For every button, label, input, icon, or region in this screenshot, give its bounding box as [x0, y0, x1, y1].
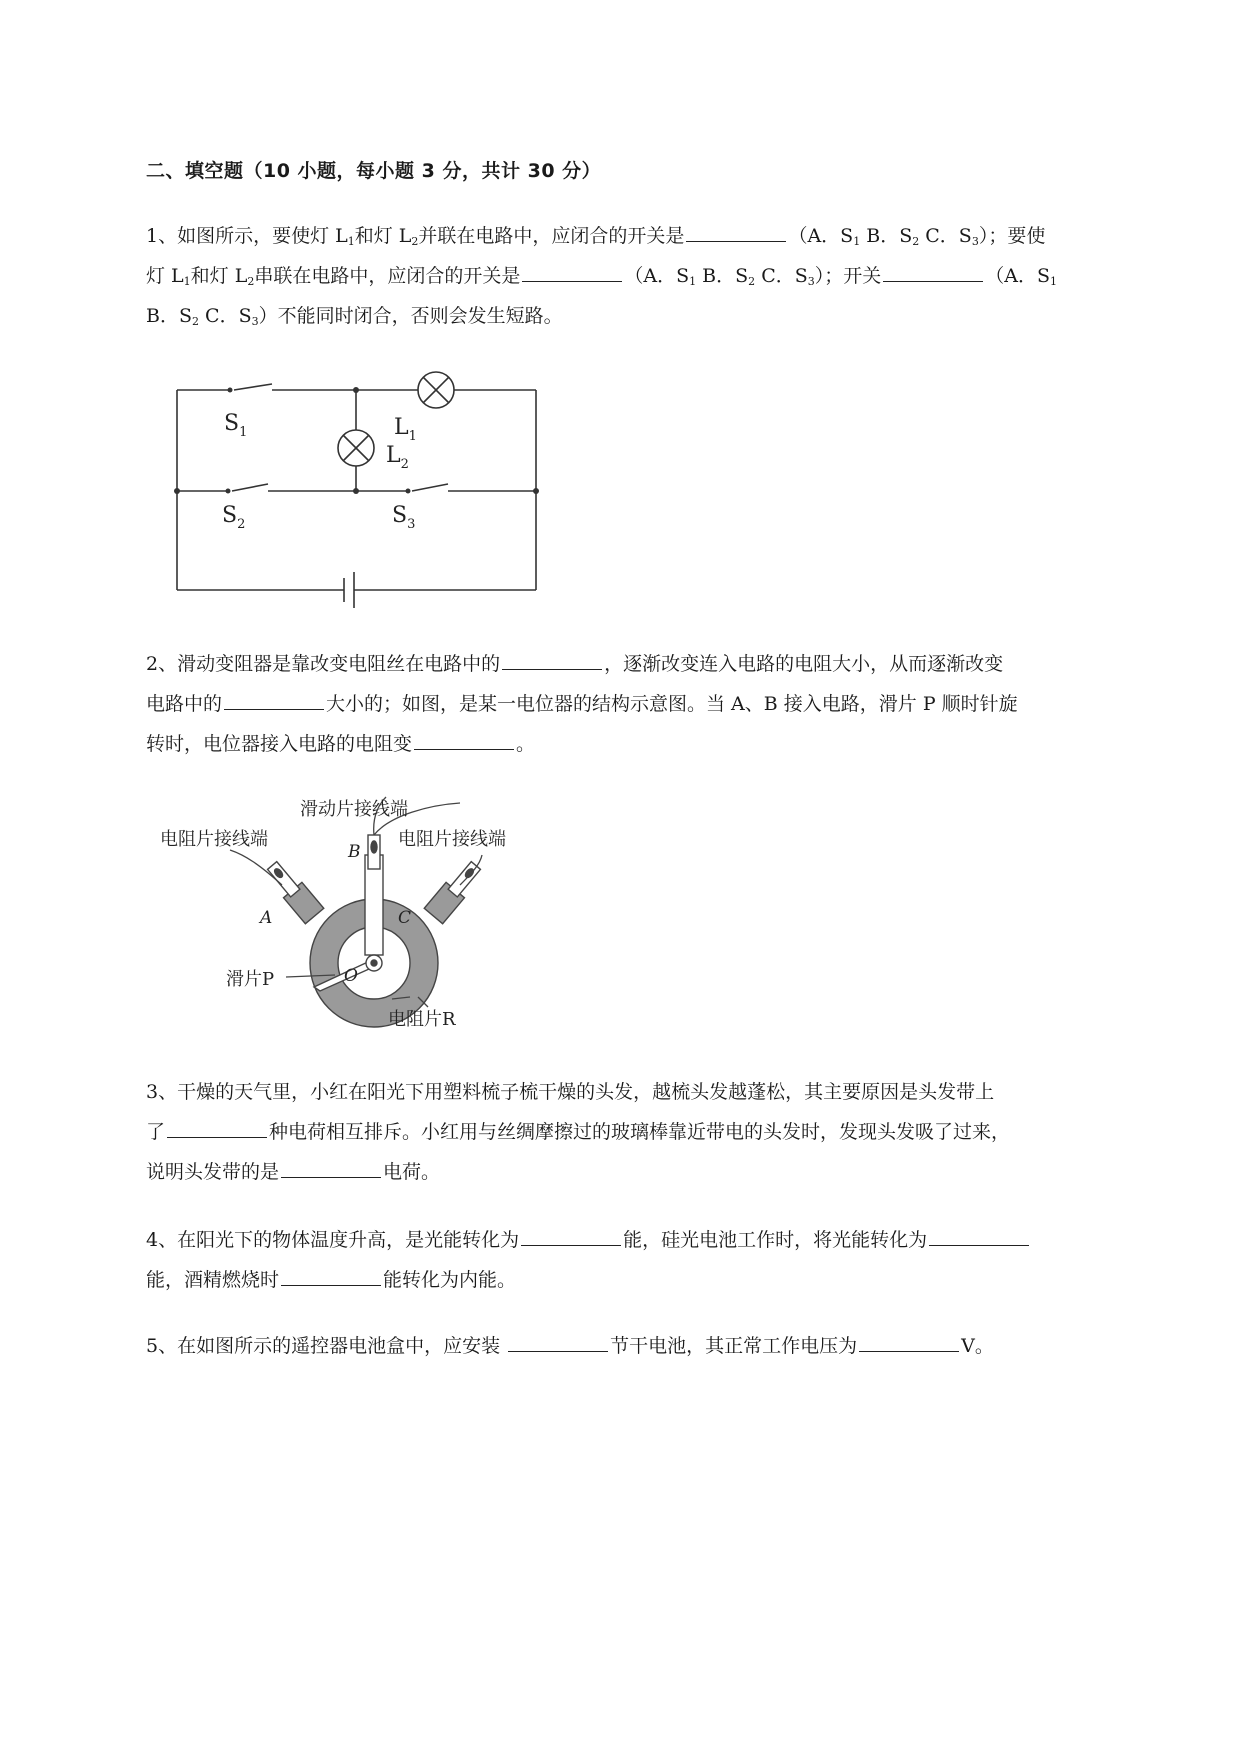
q1-line-2: 灯 $L_1$和灯 $L_2$串联在电路中，应闭合的开关是 （A．$S_1$ B．$S_2$ C．$S_3$）；开关 （A．$S_1$ — [146, 265, 1058, 288]
label-resistor: 电阻片R — [388, 1009, 456, 1030]
label-s1: $S_1$ — [224, 411, 248, 440]
question-5 — [146, 1326, 1156, 1366]
label-slider: 滑片P — [226, 969, 275, 990]
label-right-terminal: 电阻片接线端 — [398, 829, 506, 850]
answer-blank[interactable] — [522, 280, 622, 282]
label-l2: $L_2$ — [386, 443, 409, 472]
question-1 — [146, 216, 1156, 336]
answer-blank[interactable] — [883, 280, 983, 282]
answer-blank[interactable] — [521, 1244, 621, 1246]
answer-blank[interactable] — [167, 1136, 267, 1138]
q2-line-3: 转时，电位器接入电路的电阻变 。 — [146, 733, 536, 755]
label-s2: $S_2$ — [222, 503, 246, 532]
answer-blank[interactable] — [281, 1284, 381, 1286]
q5-line-1: 5、在如图所示的遥控器电池盒中，应安装 节干电池，其正常工作电压为 V。 — [146, 1335, 994, 1357]
answer-blank[interactable] — [414, 748, 514, 750]
q2-line-2: 电路中的 大小的；如图，是某一电位器的结构示意图。当 A、B 接入电路，滑片 P 顺时针旋 — [146, 693, 1018, 715]
answer-blank[interactable] — [859, 1350, 959, 1352]
label-l1: $L_1$ — [394, 415, 417, 444]
q3-line-2: 了 种电荷相互排斥。小红用与丝绸摩擦过的玻璃棒靠近带电的头发时，发现头发吸了过来， — [146, 1121, 1011, 1143]
answer-blank[interactable] — [929, 1244, 1029, 1246]
label-s3: $S_3$ — [392, 503, 416, 532]
label-slider-terminal: 滑动片接线端 — [300, 799, 408, 820]
label-a: A — [260, 908, 273, 928]
label-left-terminal: 电阻片接线端 — [160, 829, 268, 850]
q4-line-2: 能，酒精燃烧时 能转化为内能。 — [146, 1269, 517, 1291]
q4-line-1: 4、在阳光下的物体温度升高，是光能转化为 能，硅光电池工作时，将光能转化为 — [146, 1220, 1156, 1260]
answer-blank[interactable] — [686, 240, 786, 242]
q2-line-1: 2、滑动变阻器是靠改变电阻丝在电路中的 ，逐渐改变连入电路的电阻大小，从而逐渐改变 — [146, 653, 1004, 675]
question-2 — [146, 644, 1156, 764]
q1-line-3: B．$S_2$ C．$S_3$）不能同时闭合，否则会发生短路。 — [146, 305, 563, 328]
q1-line-1: 1、如图所示，要使灯 $L_1$和灯 $L_2$并联在电路中，应闭合的开关是 （A．$S_1$ B．$S_2$ C．$S_3$）；要使 — [146, 225, 1046, 248]
q3-line-3: 说明头发带的是 电荷。 — [146, 1161, 441, 1183]
q3-line-1: 3、干燥的天气里，小红在阳光下用塑料梳子梳干燥的头发，越梳头发越蓬松，其主要原因是头发带上 — [146, 1081, 995, 1103]
section-title: 二、填空题（10 小题，每小题 3 分，共计 30 分） — [146, 160, 602, 182]
answer-blank[interactable] — [224, 708, 324, 710]
question-3 — [146, 1072, 1156, 1192]
label-c: C — [398, 908, 412, 928]
circuit-diagram — [160, 350, 560, 620]
potentiometer-diagram — [160, 795, 600, 1035]
label-b: B — [348, 842, 361, 862]
question-4 — [146, 1220, 1156, 1300]
label-o: O — [344, 966, 358, 986]
answer-blank[interactable] — [508, 1350, 608, 1352]
answer-blank[interactable] — [502, 668, 602, 670]
answer-blank[interactable] — [281, 1176, 381, 1178]
